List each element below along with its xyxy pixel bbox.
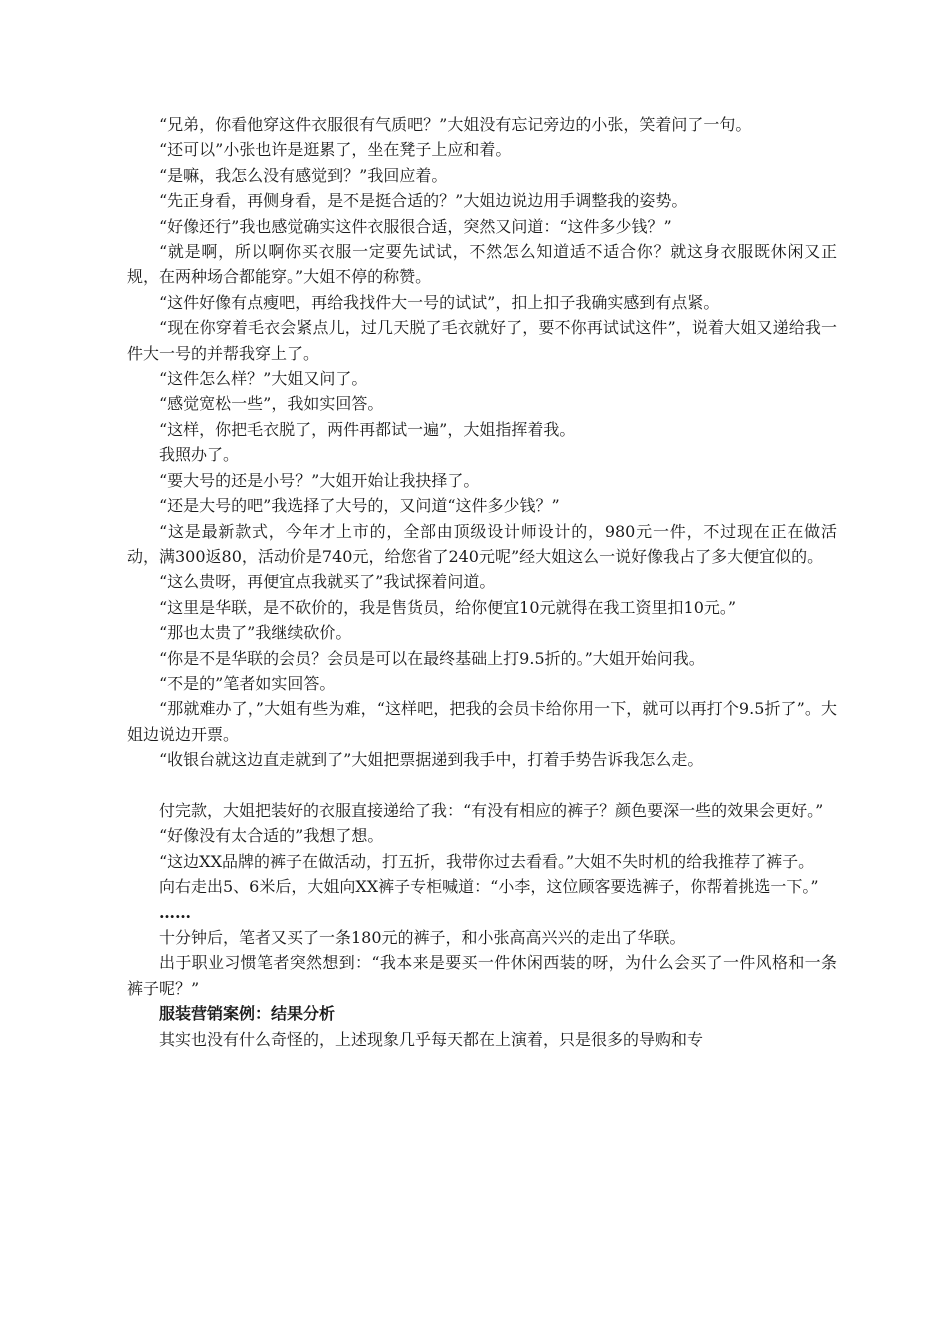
paragraph: 十分钟后，笔者又买了一条180元的裤子，和小张高高兴兴的走出了华联。 bbox=[159, 927, 686, 947]
section-heading: 服装营销案例：结果分析 bbox=[159, 1004, 336, 1024]
paragraph: “好像还行”我也感觉确实这件衣服很合适，突然又问道：“这件多少钱？” bbox=[159, 216, 672, 236]
paragraph: 向右走出5、6米后，大姐向XX裤子专柜喊道：“小李，这位顾客要选裤子，你帮着挑选一下。” bbox=[159, 877, 819, 897]
paragraph: “还可以”小张也许是逛累了，坐在凳子上应和着。 bbox=[159, 140, 512, 160]
paragraph: “就是啊，所以啊你买衣服一定要先试试，不然怎么知道适不适合你？就这身衣服既休闲又正规，在两种场合都能穿。”大姐不停的称赞。 bbox=[127, 242, 837, 287]
ellipsis-line: …… bbox=[159, 902, 191, 922]
paragraph: “现在你穿着毛衣会紧点儿，过几天脱了毛衣就好了，要不你再试试这件”，说着大姐又递给我一件大一号的并帮我穿上了。 bbox=[127, 318, 837, 363]
paragraph: “收银台就这边直走就到了”大姐把票据递到我手中，打着手势告诉我怎么走。 bbox=[159, 750, 704, 770]
paragraph: “那就难办了，”大姐有些为难，“这样吧，把我的会员卡给你用一下，就可以再打个9.5折了”。大姐边说边开票。 bbox=[127, 699, 837, 744]
paragraph: “这边XX品牌的裤子在做活动，打五折，我带你过去看看。”大姐不失时机的给我推荐了裤子。 bbox=[159, 851, 815, 871]
paragraph: 其实也没有什么奇怪的，上述现象几乎每天都在上演着，只是很多的导购和专 bbox=[159, 1029, 704, 1049]
paragraph: 我照办了。 bbox=[159, 445, 240, 465]
paragraph: 付完款，大姐把装好的衣服直接递给了我：“有没有相应的裤子？颜色要深一些的效果会更好。” bbox=[159, 800, 824, 820]
document-body bbox=[127, 112, 837, 1052]
paragraph: “这件怎么样？”大姐又问了。 bbox=[159, 369, 368, 389]
paragraph: “要大号的还是小号？”大姐开始让我抉择了。 bbox=[159, 470, 480, 490]
paragraph: “这是最新款式，今年才上市的，全部由顶级设计师设计的，980元一件，不过现在正在做活动，满300返80，活动价是740元，给您省了240元呢”经大姐这么一说好像我占了多大便宜似的。 bbox=[127, 521, 837, 566]
paragraph: “这件好像有点瘦吧，再给我找件大一号的试试”，扣上扣子我确实感到有点紧。 bbox=[159, 292, 720, 312]
paragraph: “你是不是华联的会员？会员是可以在最终基础上打9.5折的。”大姐开始问我。 bbox=[159, 648, 705, 668]
paragraph: “好像没有太合适的”我想了想。 bbox=[159, 826, 384, 846]
paragraph: “那也太贵了”我继续砍价。 bbox=[159, 623, 352, 643]
paragraph: “感觉宽松一些”，我如实回答。 bbox=[159, 394, 384, 414]
paragraph: “这里是华联，是不砍价的，我是售货员，给你便宜10元就得在我工资里扣10元。” bbox=[159, 597, 737, 617]
paragraph: “是嘛，我怎么没有感觉到？”我回应着。 bbox=[159, 165, 448, 185]
paragraph: “先正身看，再侧身看，是不是挺合适的？”大姐边说边用手调整我的姿势。 bbox=[159, 191, 688, 211]
paragraph: “这样，你把毛衣脱了，两件再都试一遍”，大姐指挥着我。 bbox=[159, 419, 576, 439]
paragraph: “还是大号的吧”我选择了大号的，又问道“这件多少钱？” bbox=[159, 496, 560, 516]
paragraph: “不是的”笔者如实回答。 bbox=[159, 673, 336, 693]
paragraph: 出于职业习惯笔者突然想到：“我本来是要买一件休闲西装的呀，为什么会买了一件风格和一条裤子呢？” bbox=[127, 953, 837, 998]
blank-line bbox=[127, 773, 837, 798]
paragraph: “这么贵呀，再便宜点我就买了”我试探着问道。 bbox=[159, 572, 496, 592]
paragraph: “兄弟，你看他穿这件衣服很有气质吧？”大姐没有忘记旁边的小张，笑着问了一句。 bbox=[159, 115, 752, 134]
